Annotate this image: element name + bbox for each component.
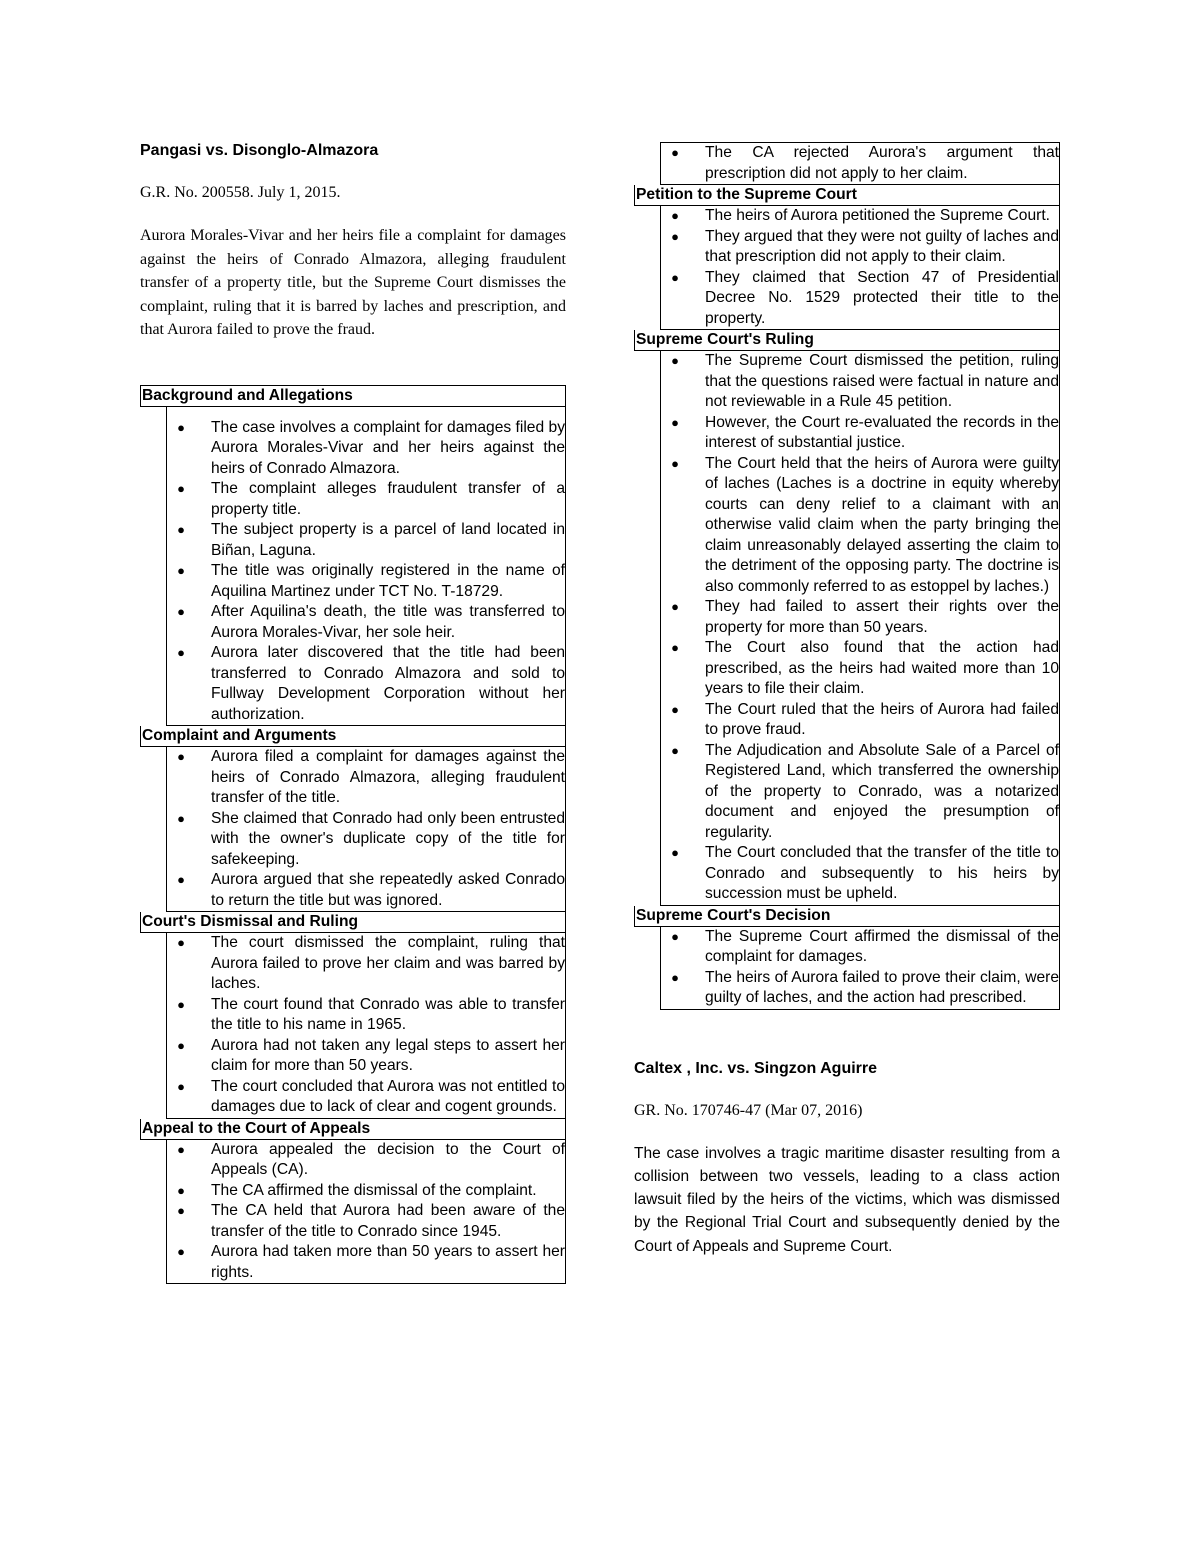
section-header: Supreme Court's Ruling bbox=[634, 330, 1060, 351]
list-item: ● Aurora later discovered that the title had been transferred to Conrado Almazora and sold to Fullway Development Corporation without her authorization. bbox=[167, 643, 565, 725]
bullet-icon: ● bbox=[671, 455, 679, 471]
bullet-icon: ● bbox=[177, 872, 185, 887]
section-sc-decision bbox=[634, 906, 1060, 1010]
section-body bbox=[660, 142, 1060, 185]
list-item: ● Aurora appealed the decision to the Court of Appeals (CA). bbox=[167, 1140, 565, 1181]
section-continued bbox=[634, 142, 1060, 185]
list-item: ● She claimed that Conrado had only been entrusted with the owner's duplicate copy of the title for safekeeping. bbox=[167, 809, 565, 871]
list-item: ● They claimed that Section 47 of Presidential Decree No. 1529 protected their title to the property. bbox=[661, 268, 1059, 330]
case-gr-number: G.R. No. 200558. July 1, 2015. bbox=[140, 184, 341, 201]
bullet-icon: ● bbox=[177, 935, 185, 950]
section-header: Supreme Court's Decision bbox=[634, 906, 1060, 927]
bullet-icon: ● bbox=[671, 701, 679, 717]
section-body bbox=[166, 407, 566, 727]
section-complaint bbox=[140, 726, 566, 912]
bullet-list bbox=[167, 747, 565, 911]
section-appeal bbox=[140, 1119, 566, 1285]
bullet-icon: ● bbox=[671, 928, 679, 944]
list-item: ● The Supreme Court affirmed the dismissal of the complaint for damages. bbox=[661, 927, 1059, 968]
case2-summary: The case involves a tragic maritime disaster resulting from a collision between two vessels, leading to a class action lawsuit filed by the heirs of the victims, which was dismissed by the Regional Trial Court and subsequently denied by the Court of Appeals and Supreme Court. bbox=[634, 1144, 1060, 1255]
section-body bbox=[660, 206, 1060, 330]
list-item: ● Aurora had not taken any legal steps to assert her claim for more than 50 years. bbox=[167, 1036, 565, 1077]
section-body bbox=[166, 933, 566, 1119]
list-item: ● However, the Court re-evaluated the records in the interest of substantial justice. bbox=[661, 413, 1059, 454]
list-item: ● The court found that Conrado was able to transfer the title to his name in 1965. bbox=[167, 995, 565, 1036]
bullet-list bbox=[661, 206, 1059, 329]
bullet-icon: ● bbox=[177, 419, 185, 435]
bullet-icon: ● bbox=[177, 1078, 185, 1094]
bullet-icon: ● bbox=[177, 481, 185, 496]
bullet-icon: ● bbox=[177, 522, 185, 537]
bullet-icon: ● bbox=[177, 604, 185, 619]
bullet-icon: ● bbox=[671, 228, 679, 244]
list-item: ● The Adjudication and Absolute Sale of a Parcel of Registered Land, which transferred the ownership of the property to Conrado, was a notarized document and enjoyed the presumption of regularity. bbox=[661, 741, 1059, 844]
list-item: ● Aurora had taken more than 50 years to assert her rights. bbox=[167, 1242, 565, 1283]
bullet-list bbox=[167, 933, 565, 1118]
bullet-list bbox=[661, 927, 1059, 1009]
list-item: ● After Aquilina's death, the title was transferred to Aurora Morales-Vivar, her sole heir. bbox=[167, 602, 565, 643]
list-item: ● The heirs of Aurora petitioned the Supreme Court. bbox=[661, 206, 1059, 227]
bullet-icon: ● bbox=[177, 645, 185, 660]
bullet-icon: ● bbox=[671, 145, 679, 160]
list-item: ● The Court concluded that the transfer of the title to Conrado and subsequently to his heirs by succession must be upheld. bbox=[661, 843, 1059, 905]
list-item: ● The subject property is a parcel of land located in Biñan, Laguna. bbox=[167, 520, 565, 561]
bullet-icon: ● bbox=[177, 1203, 185, 1218]
bullet-icon: ● bbox=[177, 563, 185, 578]
section-sc-ruling bbox=[634, 330, 1060, 906]
bullet-icon: ● bbox=[671, 269, 679, 285]
list-item: ● The court dismissed the complaint, ruling that Aurora failed to prove her claim and was barred by laches. bbox=[167, 933, 565, 995]
case-summary: Aurora Morales-Vivar and her heirs file a complaint for damages against the heirs of Conrado Almazora, alleging fraudulent transfer of a property title, but the Supreme Court dismisses the complaint, ruling that it is barred by laches and prescription, and that Aurora failed to prove the fraud. bbox=[140, 227, 566, 338]
list-item: ● The CA held that Aurora had been aware of the transfer of the title to Conrado since 1945. bbox=[167, 1201, 565, 1242]
section-header: Court's Dismissal and Ruling bbox=[140, 912, 566, 933]
section-background bbox=[140, 385, 566, 727]
bullet-icon: ● bbox=[671, 845, 679, 860]
bullet-list bbox=[167, 418, 565, 726]
left-column bbox=[140, 140, 566, 1284]
section-header: Appeal to the Court of Appeals bbox=[140, 1119, 566, 1140]
case-title: Pangasi vs. Disonglo-Almazora bbox=[140, 142, 379, 159]
section-header: Background and Allegations bbox=[140, 385, 566, 407]
bullet-icon: ● bbox=[671, 640, 679, 655]
list-item: ● The Supreme Court dismissed the petition, ruling that the questions raised were factual in nature and not reviewable in a Rule 45 petition. bbox=[661, 351, 1059, 413]
list-item: ● The court concluded that Aurora was not entitled to damages due to lack of clear and cogent grounds. bbox=[167, 1077, 565, 1118]
right-column bbox=[634, 140, 1060, 1258]
bullet-icon: ● bbox=[671, 742, 679, 758]
list-item: ● They argued that they were not guilty of laches and that prescription did not apply to their claim. bbox=[661, 227, 1059, 268]
bullet-list bbox=[661, 143, 1059, 184]
list-item: ● Aurora filed a complaint for damages against the heirs of Conrado Almazora, alleging fraudulent transfer of the title. bbox=[167, 747, 565, 809]
section-petition bbox=[634, 185, 1060, 330]
bullet-icon: ● bbox=[177, 1182, 185, 1198]
bullet-list bbox=[167, 1140, 565, 1284]
section-header: Complaint and Arguments bbox=[140, 726, 566, 747]
bullet-icon: ● bbox=[671, 414, 679, 430]
section-body bbox=[166, 1140, 566, 1285]
list-item: ● They had failed to assert their rights over the property for more than 50 years. bbox=[661, 597, 1059, 638]
bullet-icon: ● bbox=[671, 599, 679, 614]
bullet-icon: ● bbox=[177, 810, 185, 826]
bullet-icon: ● bbox=[671, 208, 679, 223]
section-body bbox=[660, 927, 1060, 1010]
bullet-icon: ● bbox=[177, 996, 185, 1012]
list-item: ● The CA rejected Aurora's argument that prescription did not apply to her claim. bbox=[661, 143, 1059, 184]
list-item: ● The Court ruled that the heirs of Aurora had failed to prove fraud. bbox=[661, 700, 1059, 741]
bullet-list bbox=[661, 351, 1059, 905]
section-dismissal bbox=[140, 912, 566, 1119]
bullet-icon: ● bbox=[177, 1244, 185, 1259]
bullet-icon: ● bbox=[177, 1037, 185, 1053]
case2-title: Caltex , Inc. vs. Singzon Aguirre bbox=[634, 1059, 878, 1077]
list-item: ● The Court also found that the action had prescribed, as the heirs had waited more than 10 years to file their claim. bbox=[661, 638, 1059, 700]
bullet-icon: ● bbox=[671, 353, 679, 368]
bullet-icon: ● bbox=[177, 1141, 185, 1157]
list-item: ● Aurora argued that she repeatedly asked Conrado to return the title but was ignored. bbox=[167, 870, 565, 911]
list-item: ● The heirs of Aurora failed to prove their claim, were guilty of laches, and the action had prescribed. bbox=[661, 968, 1059, 1009]
list-item: ● The title was originally registered in the name of Aquilina Martinez under TCT No. T-18729. bbox=[167, 561, 565, 602]
list-item: ● The Court held that the heirs of Aurora were guilty of laches (Laches is a doctrine in equity whereby courts can deny relief to a claimant with an otherwise valid claim when the party bringing the claim unreasonably delayed asserting the claim to the detriment of the opposing party. The doctrine is also commonly referred to as estoppel by laches.) bbox=[661, 454, 1059, 598]
list-item: ● The CA affirmed the dismissal of the complaint. bbox=[167, 1181, 565, 1202]
list-item: ● The complaint alleges fraudulent transfer of a property title. bbox=[167, 479, 565, 520]
case2-gr-number: GR. No. 170746-47 (Mar 07, 2016) bbox=[634, 1101, 863, 1119]
bullet-icon: ● bbox=[671, 969, 679, 985]
list-item: ● The case involves a complaint for damages filed by Aurora Morales-Vivar and her heirs against the heirs of Conrado Almazora. bbox=[167, 418, 565, 480]
bullet-icon: ● bbox=[177, 749, 185, 764]
section-body bbox=[660, 351, 1060, 906]
section-header: Petition to the Supreme Court bbox=[634, 185, 1060, 206]
section-body bbox=[166, 747, 566, 912]
